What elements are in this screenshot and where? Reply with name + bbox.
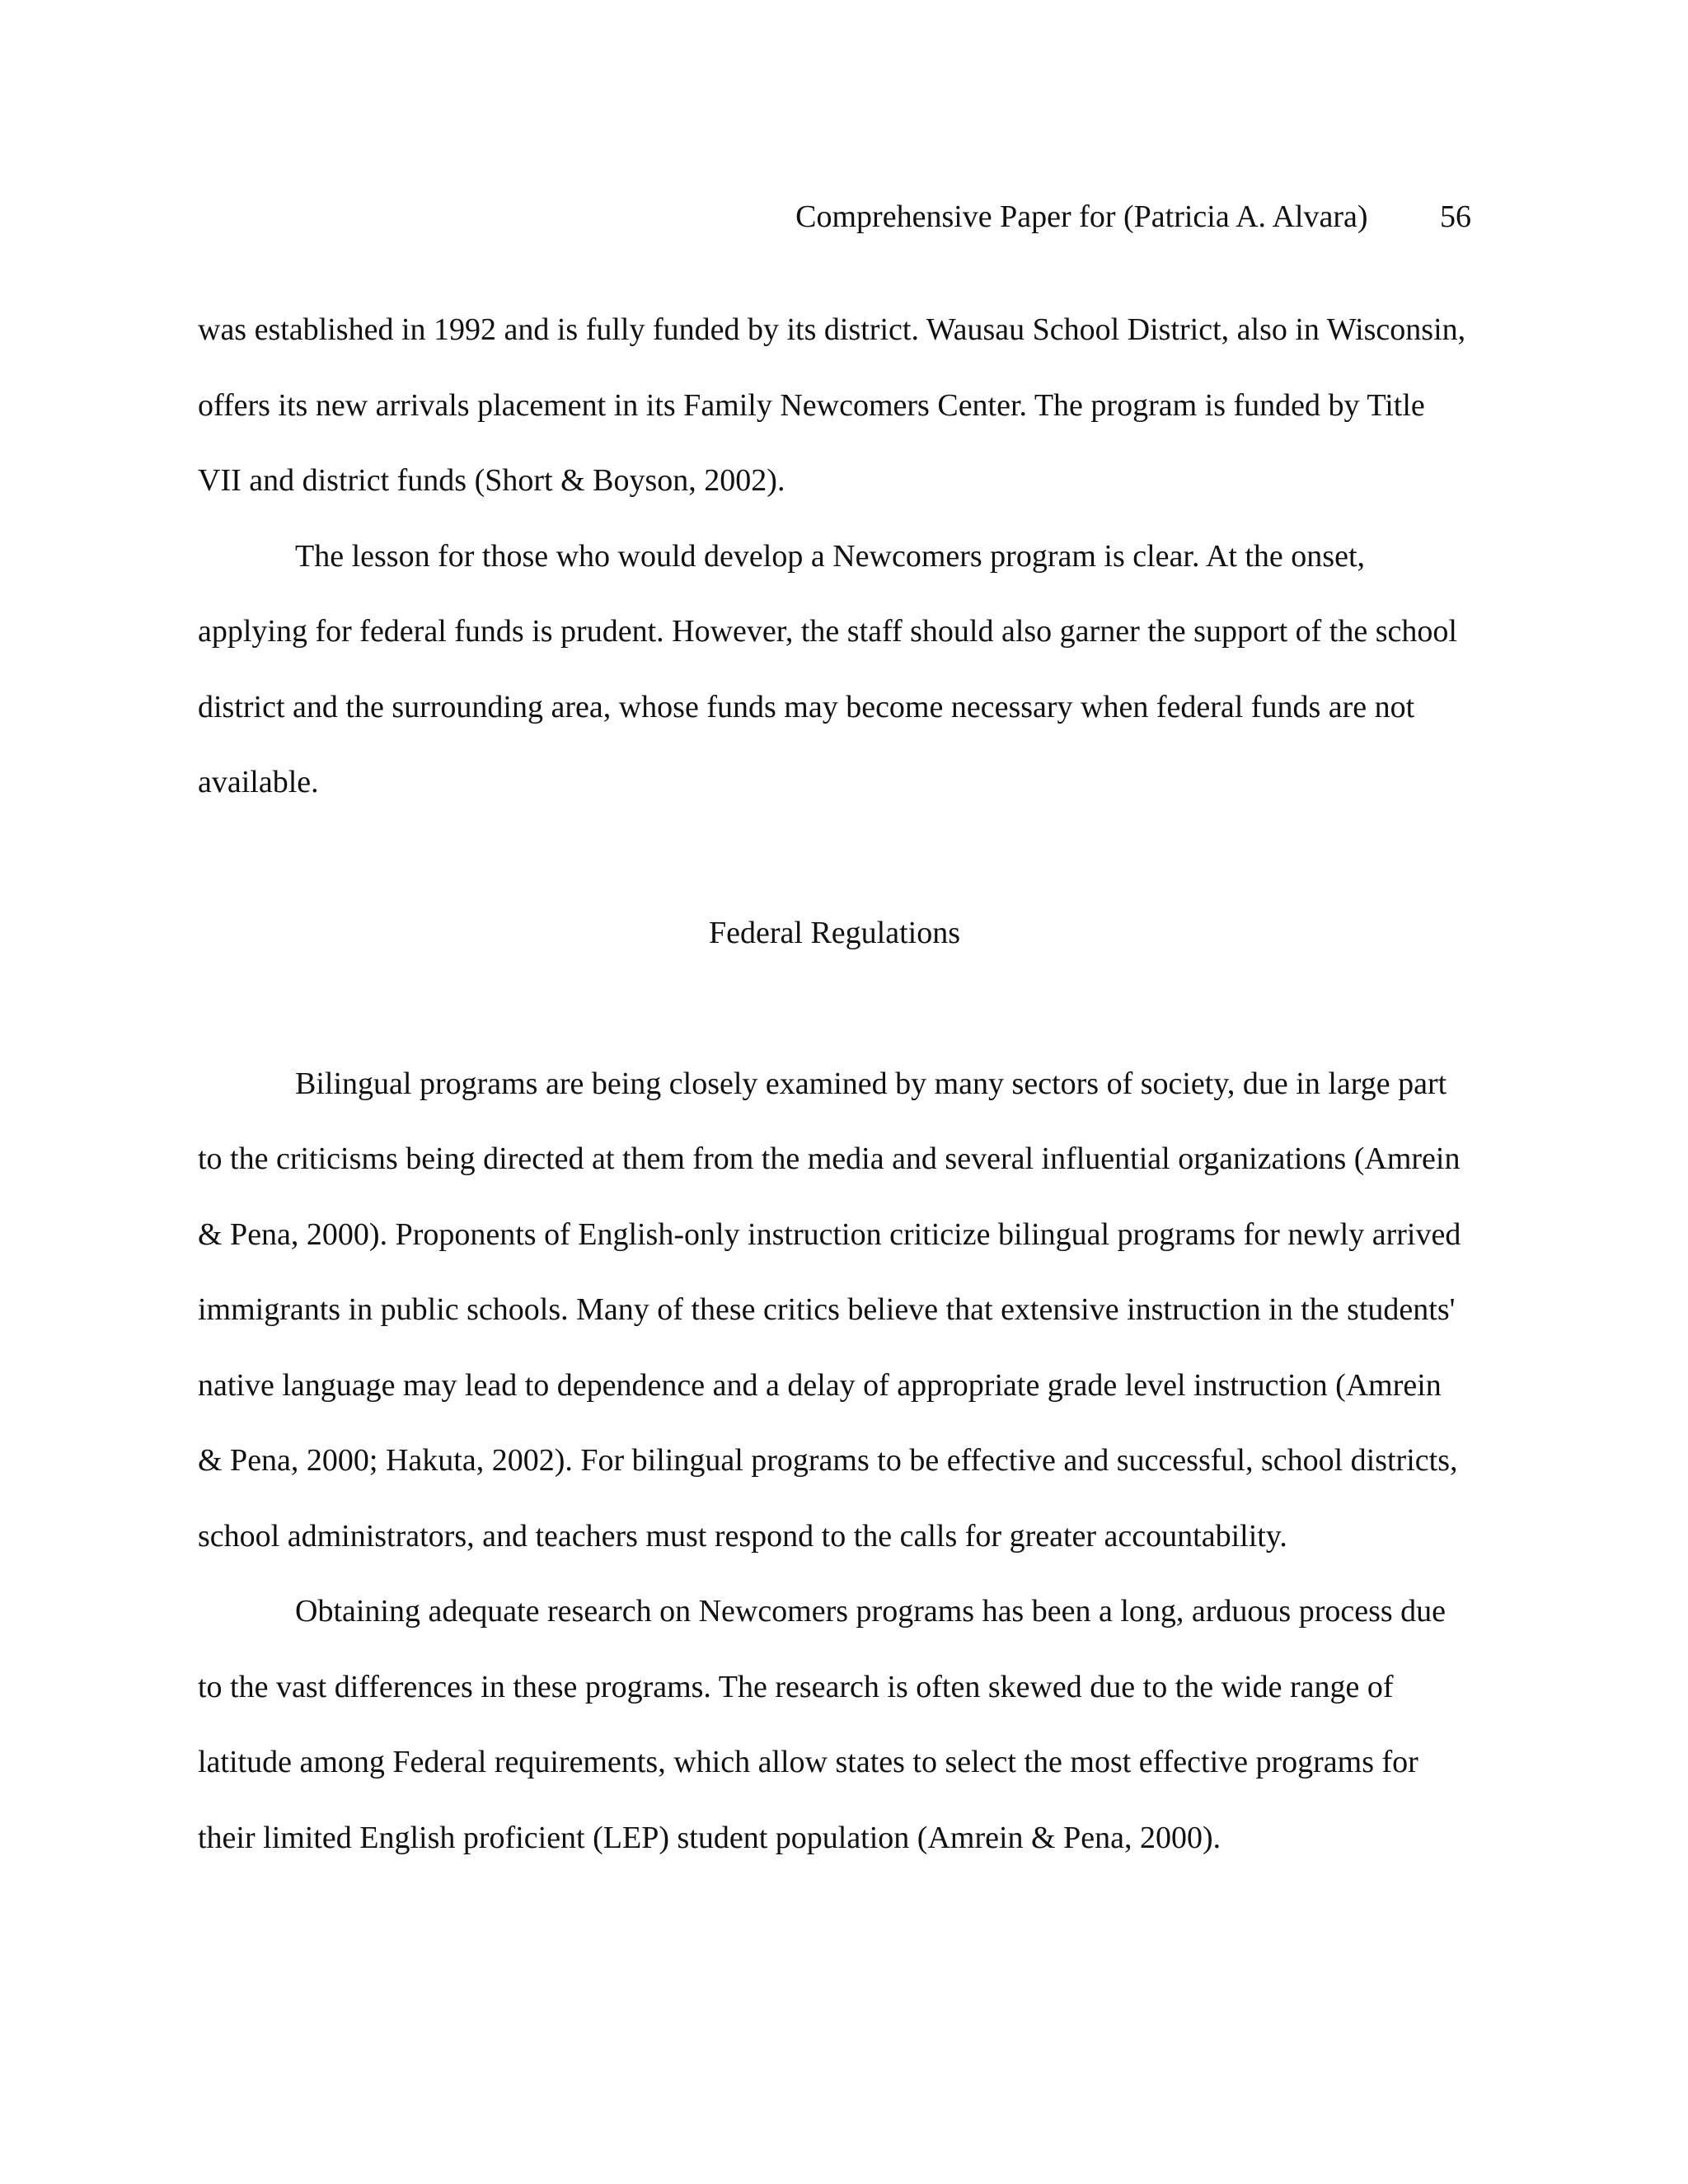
paragraph-research: Obtaining adequate research on Newcomers programs has been a long, arduous process due to the vast differences in these programs. The research is often skewed due to the wide range of latitude among Federal requirements, which allow states to select the most effective programs for their limited English proficient (LEP) student population (Amrein & Pena, 2000). bbox=[198, 1594, 1447, 1855]
paragraph-continued: was established in 1992 and is fully funded by its district. Wausau School District, also in Wisconsin, offers its new arrivals placement in its Family Newcomers Center. The program is funded by Title VII and district funds (Short & Boyson, 2002). bbox=[198, 312, 1466, 498]
section-heading: Federal Regulations bbox=[709, 916, 960, 950]
document-body bbox=[198, 293, 1471, 1876]
paragraph-bilingual-programs: Bilingual programs are being closely examined by many sectors of society, due in large part to the criticisms being directed at them from the media and several influential organizations (Amrein & Pena, 2000). Proponents of English-only instruction criticize bilingual programs for newly arrived immigrants in public schools. Many of these critics believe that extensive instruction in the students' native language may lead to dependence and a delay of appropriate grade level instruction (Amrein & Pena, 2000; Hakuta, 2002). For bilingual programs to be effective and successful, school districts, school administrators, and teachers must respond to the calls for greater accountability. bbox=[198, 1066, 1461, 1554]
running-title: Comprehensive Paper for (Patricia A. Alvara) bbox=[795, 199, 1368, 234]
page-number: 56 bbox=[1440, 199, 1471, 234]
running-header bbox=[795, 195, 1471, 238]
paragraph-lesson: The lesson for those who would develop a Newcomers program is clear. At the onset, applying for federal funds is prudent. However, the staff should also garner the support of the school district and the surrounding area, whose funds may become necessary when federal funds are not available. bbox=[198, 538, 1457, 799]
